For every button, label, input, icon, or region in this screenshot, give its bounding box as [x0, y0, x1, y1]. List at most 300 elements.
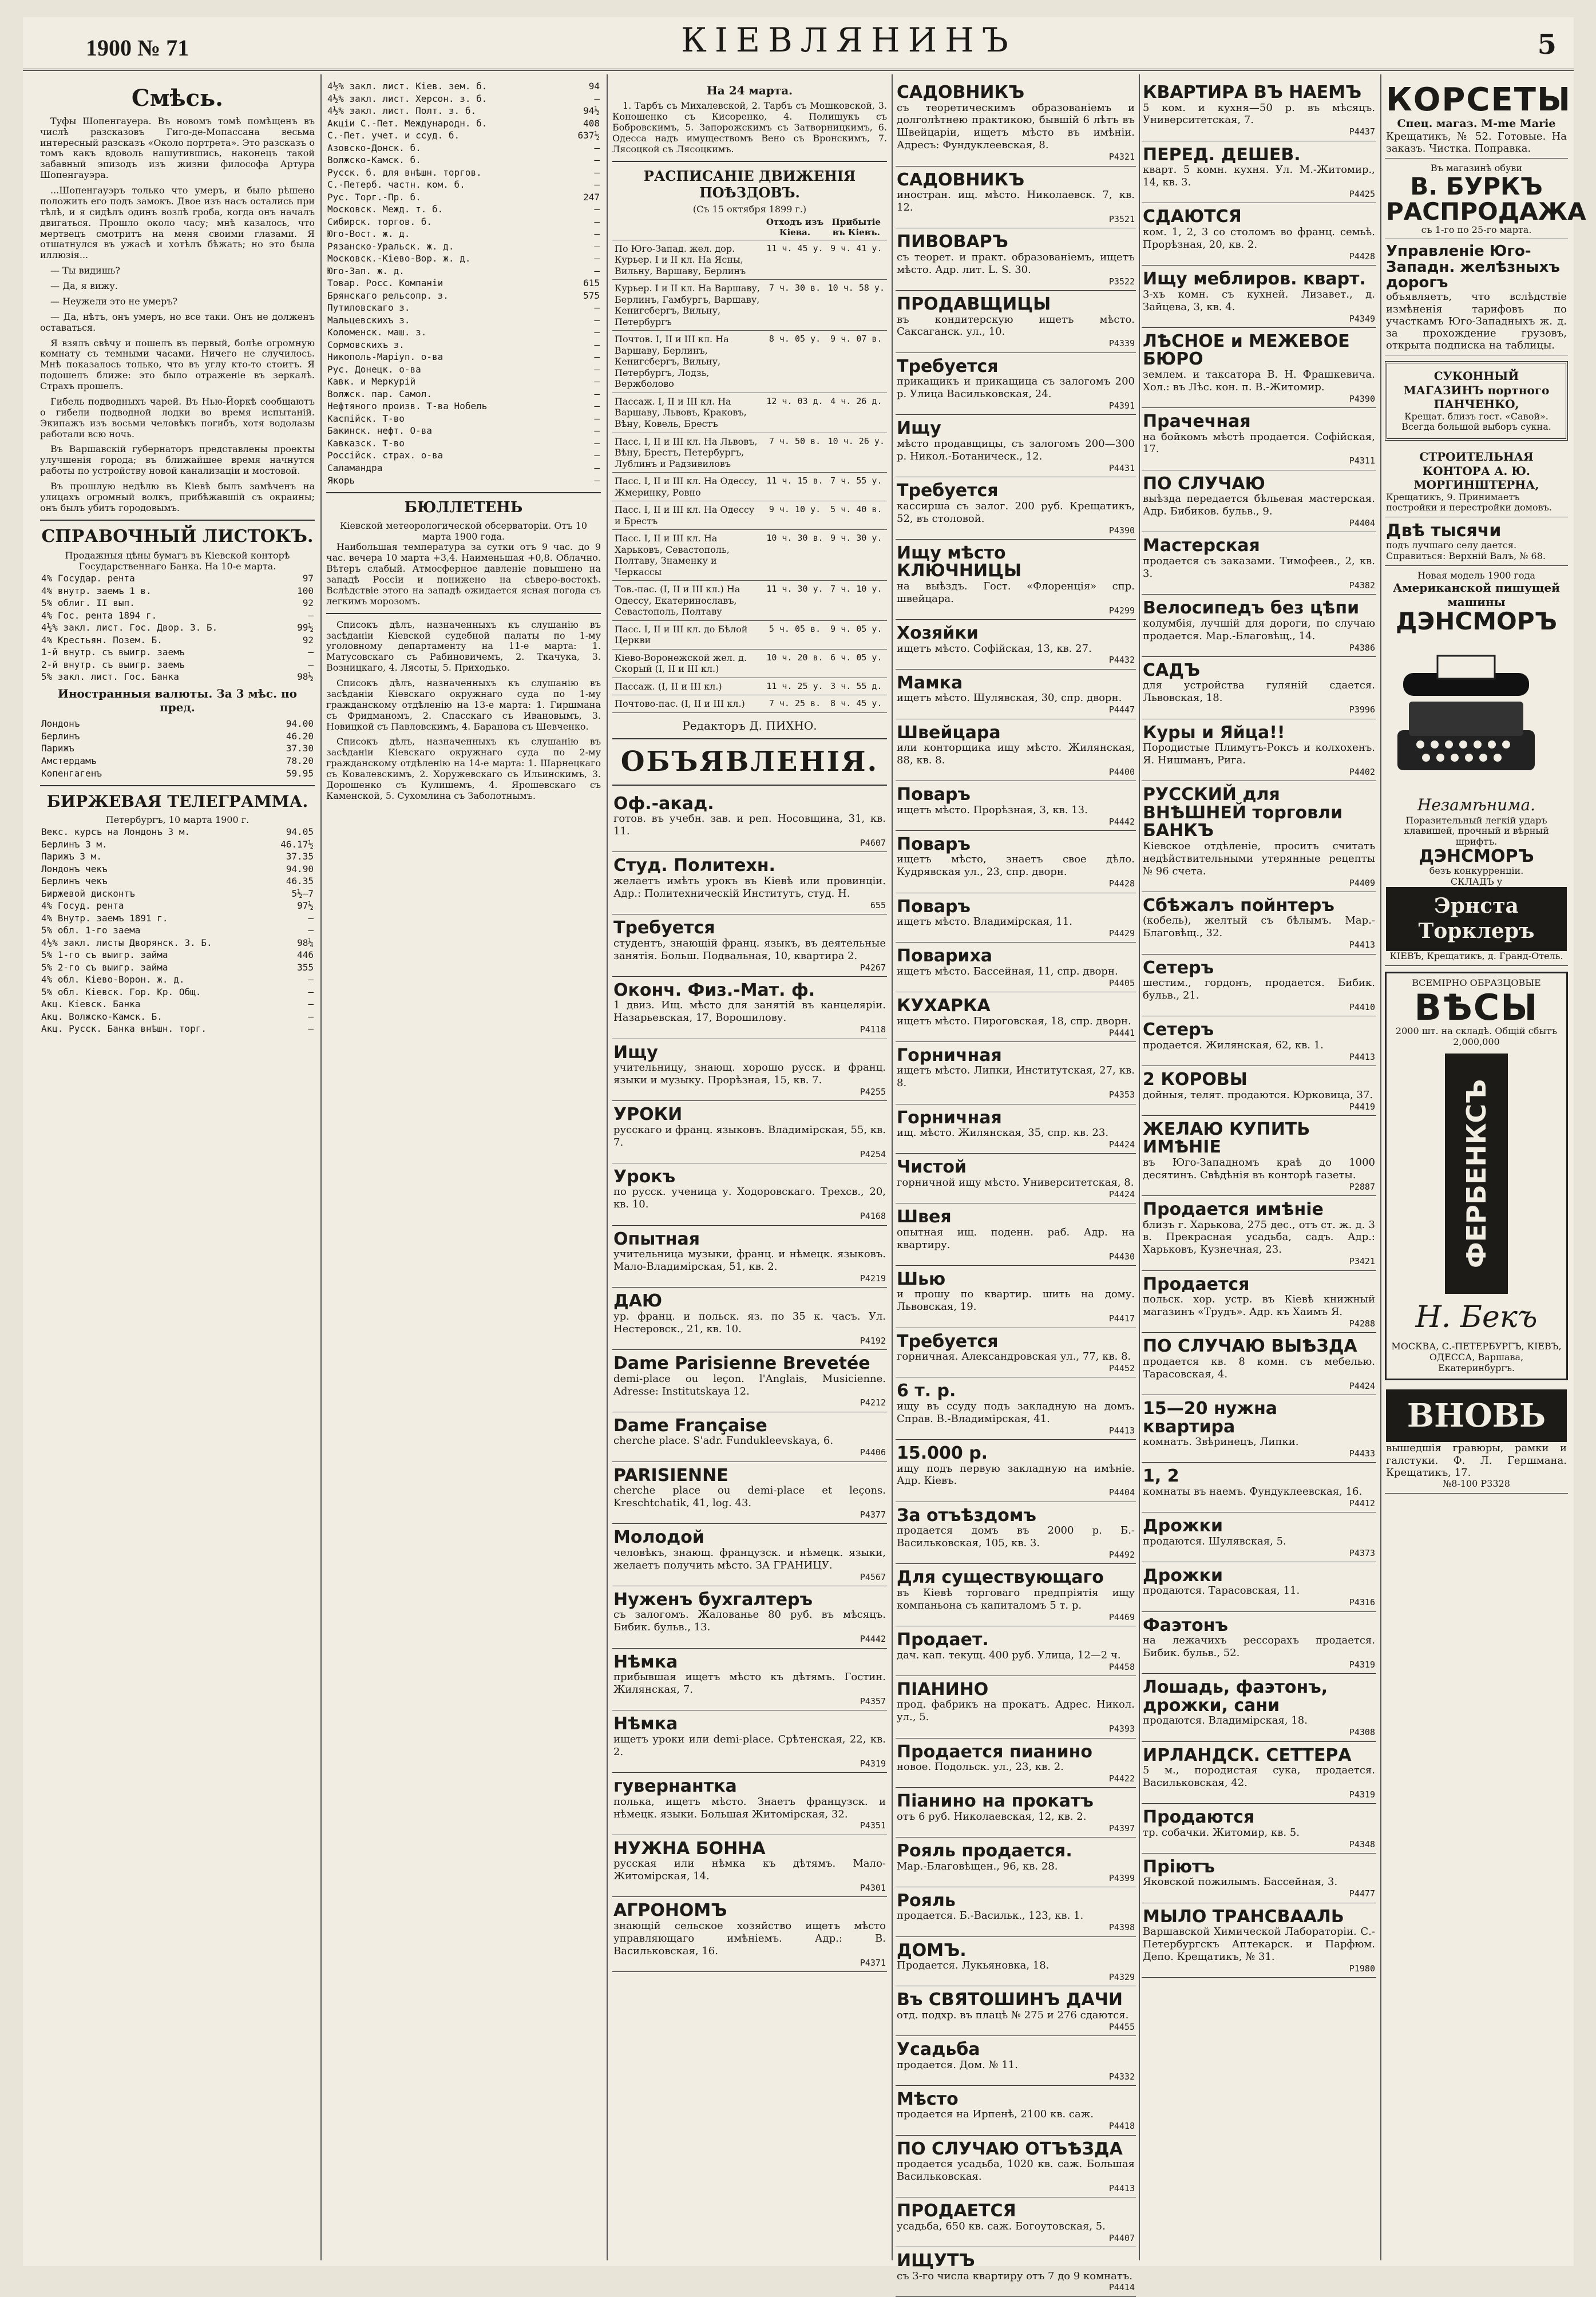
table-row — [40, 621, 315, 634]
departure-time: 5 ч. 05 в. — [764, 620, 825, 649]
table-row — [40, 646, 315, 659]
security-price: 37.30 — [286, 743, 314, 754]
security-name: 4% обл. Кіево-Ворон. ж. д. — [41, 974, 185, 985]
security-price: — — [594, 216, 600, 227]
security-price: — — [594, 401, 600, 412]
ad-heading: ИРЛАНДСК. СЕТТЕРА — [1143, 1745, 1352, 1765]
fx-table — [40, 718, 315, 779]
security-price: — — [594, 204, 600, 215]
train-route: Кіево-Воронежской жел. д. Скорый (I, II и III кл.) — [612, 649, 764, 678]
security-price: 94.90 — [286, 863, 314, 874]
ad-body: мѣсто продавщицы, съ залогомъ 200—300 р. Никол.-Ботаническ., 12. — [897, 437, 1135, 462]
table-row — [326, 105, 601, 117]
morgenstern-ad — [1385, 446, 1568, 517]
ad-reference: Р4397 — [1108, 1823, 1135, 1833]
security-name: Рус. Донецк. о-ва — [327, 363, 421, 375]
security-price: — — [594, 265, 600, 276]
table-row — [612, 331, 887, 393]
ad-body: ищетъ мѣсто. Шулявская, 30, спр. дворн. — [897, 692, 1122, 704]
ad-body: прикащикъ и прикащица съ залогомъ 200 р. Улица Васильковская, 24. — [897, 375, 1135, 401]
security-name: Мальцевскихъ з. — [327, 314, 410, 326]
ad-body: въ Кіевѣ торговаго предпріятія ищу компаньона съ капиталомъ 5 т. р. — [897, 1586, 1135, 1611]
ad-heading: Студ. Политехн. — [613, 856, 775, 876]
ad-heading: Мастерская — [1143, 536, 1260, 556]
ad-heading: Швейцара — [897, 722, 1001, 743]
table-row — [40, 937, 315, 949]
ad-body: продаются. Шулявская, 5. — [1143, 1535, 1286, 1547]
classified-ad — [612, 1227, 887, 1288]
departure-time: 11 ч. 15 в. — [764, 473, 825, 501]
ad-body: продается кв. 8 комн. съ мебелью. Тарасовская, 4. — [1143, 1355, 1375, 1380]
classified-ad — [896, 2199, 1136, 2247]
classified-ad — [896, 1329, 1136, 1378]
classified-ad — [1142, 1334, 1376, 1395]
ad-body: продаются. Владимірская, 18. — [1143, 1714, 1308, 1727]
table-row — [612, 280, 887, 331]
security-name: Юго-Зап. ж. д. — [327, 265, 405, 276]
departure-time: 10 ч. 20 в. — [764, 649, 825, 678]
classified-ad — [1142, 142, 1376, 204]
court-schedule-head: На 24 марта. — [706, 84, 793, 97]
security-price: — — [594, 413, 600, 424]
departure-time: 10 ч. 30 в. — [764, 530, 825, 581]
classified-ad — [1142, 1396, 1376, 1463]
ad-body: 1 двиз. Ищ. мѣсто для занятій въ канцеляріи. Назарьевская, 17, Ворошилову. — [613, 999, 886, 1024]
table-row — [612, 678, 887, 695]
security-price: — — [594, 450, 600, 461]
ad-heading: Сетеръ — [1143, 957, 1214, 978]
table-row — [40, 718, 315, 730]
ad-body: ищетъ мѣсто. Прорѣзная, 3, кв. 13. — [897, 803, 1088, 816]
misc-title: Смѣсь. — [131, 85, 224, 112]
ad-heading: Требуется — [613, 918, 715, 938]
security-name: Юго-Вост. ж. д. — [327, 228, 410, 240]
ad-heading: ИЩУТЪ — [897, 2251, 975, 2271]
arrival-time: 7 ч. 55 у. — [826, 473, 887, 501]
burk-subheading: Въ магазинѣ обуви — [1430, 163, 1523, 174]
article-paragraph: Я взялъ свѣчу и пошелъ въ первый, болѣе огромную комнату съ темными часами. Ничего не случилось. Мнѣ показалось только, что въ углу кто-то стоитъ. Я подошелъ ближе: это было отраженіе въ зеркалѣ. Страхъ прошелъ. — [40, 337, 315, 392]
corsets-body: Крещатикъ, № 52. Готовые. На заказъ. Чистка. Поправка. — [1386, 130, 1567, 155]
security-name: Брянскаго рельсопр. з. — [327, 290, 449, 301]
table-row — [326, 167, 601, 179]
article-paragraph: — Да, я вижу. — [50, 280, 118, 292]
security-name: Кавказск. Т-во — [327, 437, 405, 449]
fairbanks-label: ФЕРБЕНКСЪ — [1445, 1054, 1508, 1294]
table-row — [326, 216, 601, 228]
table-row — [326, 413, 601, 425]
ad-heading: ПИВОВАРЪ — [897, 232, 1008, 252]
security-price: 94.05 — [286, 826, 314, 838]
ad-heading: Куры и Яйца!! — [1143, 722, 1285, 743]
ad-reference: Р4399 — [1108, 1872, 1135, 1883]
table-row — [40, 1023, 315, 1035]
classified-ad — [896, 1155, 1136, 1203]
ad-heading: гувернантка — [613, 1776, 737, 1797]
classified-ad — [896, 621, 1136, 670]
ad-heading: САДЪ — [1143, 660, 1201, 680]
table-row — [40, 826, 315, 838]
security-price: 94 — [588, 81, 600, 92]
ad-reference: Р4398 — [1108, 1922, 1135, 1933]
classified-ad — [612, 978, 887, 1039]
classified-ad — [612, 1102, 887, 1163]
torkler-subheading: СКЛАДЪ у — [1450, 876, 1503, 887]
security-price: — — [594, 474, 600, 486]
table-row — [40, 730, 315, 743]
column-header — [612, 215, 764, 240]
ad-heading: Ищу — [613, 1042, 658, 1063]
security-name: Векс. курсъ на Лондонъ 3 м. — [41, 826, 191, 838]
table-row — [326, 363, 601, 376]
security-price: 97 — [302, 573, 314, 584]
security-name: Лондонъ — [41, 718, 80, 730]
security-name: Московск. Межд. т. б. — [327, 204, 443, 215]
ad-reference: Р4414 — [1108, 2282, 1135, 2293]
ad-reference: Р4390 — [1349, 393, 1375, 404]
ad-body: ур. франц. и польск. яз. по 35 к. часъ. Ул. Нестеровск., 21, кв. 10. — [613, 1310, 886, 1335]
classified-ad — [612, 1836, 887, 1898]
classified-ad — [612, 1712, 887, 1773]
column-rule — [320, 74, 322, 2260]
ad-reference: Р4351 — [860, 1820, 886, 1831]
article-paragraph: Списокъ дѣлъ, назначенныхъ къ слушанію въ засѣданіи Кіевскаго окружнаго суда по 1-му гражданскому отдѣленію на 13-е марта: 1. Гиршмана съ Фридманомъ, 2. Спасскаго съ Ивановымъ, 3. Новицкой съ Павловскимъ, 4. Баранова съ Шевченко. — [326, 678, 601, 732]
classified-ad — [896, 671, 1136, 719]
arrival-time: 3 ч. 55 д. — [826, 678, 887, 695]
ad-reference: Р4452 — [1108, 1363, 1135, 1373]
scale-heading: ВѢСЫ — [1414, 987, 1539, 1029]
ad-body: ищетъ мѣсто. Владимірская, 11. — [897, 916, 1072, 928]
ad-reference: Р4371 — [860, 1957, 886, 1968]
rail-schedule-table — [612, 215, 887, 713]
densmore-heading: ДЭНСМОРЪ — [1396, 607, 1557, 636]
departure-time: 11 ч. 45 у. — [764, 240, 825, 280]
ad-reference: Р4413 — [1108, 1425, 1135, 1436]
ad-body: полька, ищетъ мѣсто. Знаетъ французск. и нѣмецк. языки. Большая Житомірская, 32. — [613, 1795, 886, 1820]
ad-heading: ДАЮ — [613, 1291, 663, 1312]
classified-ad — [896, 292, 1136, 353]
article-paragraph: Гибель подводныхъ чарей. Въ Нью-Йоркѣ сообщаютъ о гибели подводной лодки во время испытаній. Экипажъ изъ восьми человѣкъ погибъ, хотя водолазы работали всю ночь. — [40, 395, 315, 439]
arrival-time: 10 ч. 58 у. — [826, 280, 887, 331]
ad-body: ищ. мѣсто. Жилянская, 35, спр. кв. 23. — [897, 1127, 1109, 1139]
ad-reference: Р4267 — [860, 962, 886, 973]
security-price: 94.00 — [286, 718, 314, 730]
ad-reference: Р4432 — [1108, 655, 1135, 666]
classified-ad — [612, 1289, 887, 1350]
security-name: Товар. Росс. Компаніи — [327, 278, 443, 289]
ad-heading: Дрожки — [1143, 1516, 1223, 1536]
newspaper-title: КІЕВЛЯНИНЪ — [681, 21, 1016, 60]
security-price: 59.95 — [286, 767, 314, 779]
ad-reference: Р4349 — [1349, 313, 1375, 324]
ad-reference: Р4393 — [1108, 1724, 1135, 1734]
ad-body: по русск. ученица у. Ходоровскаго. Трехсв., 20, кв. 10. — [613, 1186, 886, 1211]
article-paragraph: ...Шопенгауэръ только что умеръ, и было рѣшено положить его подъ замокъ. Двое изъ насъ остались при тѣлѣ, и я сидѣлъ одинъ возлѣ гроба, когда онъ началъ двигаться. Прошло около часу; мнѣ казалось, что мертвецъ смотритъ на меня своими глазами. Я отшатнулся въ ужасѣ и хотѣлъ бѣжать; но это была иллюзія... — [40, 185, 315, 261]
table-row — [40, 912, 315, 925]
column-2 — [326, 80, 601, 2260]
ad-reference: Р4455 — [1108, 2021, 1135, 2032]
typewriter-icon — [1386, 639, 1546, 787]
train-route: Пасс. I, II и III кл. На Одессу и Брестъ — [612, 501, 764, 530]
column-rule — [1139, 74, 1140, 2260]
railway-heading: Управленіе Юго-Западн. желѣзныхъ дорогъ — [1386, 243, 1560, 291]
ad-heading: Урокъ — [613, 1166, 676, 1187]
table-row — [40, 609, 315, 622]
ad-reference: Р4413 — [1349, 940, 1375, 951]
ad-heading: Поваръ — [897, 785, 971, 805]
ad-body: ищу подъ первую закладную на имѣніе. Адр. Кіевъ. — [897, 1462, 1135, 1487]
table-row — [326, 252, 601, 265]
table-row — [612, 240, 887, 280]
column-1 — [40, 80, 315, 2260]
classified-ad — [1142, 658, 1376, 719]
burk-heading: В. БУРКЪ — [1410, 172, 1543, 201]
ad-body: 3-хъ комн. съ кухней. Лизавет., д. Зайцева, 3, кв. 4. — [1143, 288, 1375, 313]
arrival-time: 7 ч. 10 у. — [826, 581, 887, 621]
ad-heading: Продает. — [897, 1630, 989, 1650]
ad-body: продается усадьба, 1020 кв. саж. Большая Васильковская. — [897, 2158, 1135, 2183]
security-name: Московск.-Кіево-Вор. ж. д. — [327, 253, 471, 264]
ad-reference: Р4567 — [860, 1571, 886, 1582]
classified-ad — [1142, 1272, 1376, 1333]
classified-ad — [612, 1040, 887, 1102]
novelty-heading: ВНОВЬ — [1386, 1389, 1567, 1442]
table-row — [40, 924, 315, 937]
ad-reference: Р4418 — [1108, 2121, 1135, 2132]
ad-body: на лежачихъ рессорахъ продается. Бибик. бульв., 52. — [1143, 1634, 1375, 1660]
burk-body: съ 1-го по 25-го марта. — [1421, 224, 1532, 235]
classified-ad — [896, 1938, 1136, 1987]
table-row — [612, 530, 887, 581]
ad-heading: КУХАРКА — [897, 996, 991, 1016]
security-name: 4% Крестьян. Позем. Б. — [41, 634, 163, 645]
ad-body: ищу въ ссуду подъ закладную на домъ. Справ. В.-Владимірская, 41. — [897, 1400, 1135, 1425]
ad-heading: ПО СЛУЧАЮ — [1143, 473, 1265, 494]
morgenstern-body: Крещатикъ, 9. Принимаетъ постройки и перестройки домовъ. — [1386, 491, 1552, 513]
ad-heading: Молодой — [613, 1527, 704, 1548]
ad-body: на выѣздъ. Гост. «Флоренція» спр. швейцара. — [897, 580, 1135, 605]
security-price: 46.20 — [286, 730, 314, 742]
ad-reference: Р4400 — [1108, 766, 1135, 777]
ad-reference: Р4255 — [860, 1086, 886, 1097]
security-price: — — [308, 912, 314, 924]
departure-time: 7 ч. 30 в. — [764, 280, 825, 331]
security-price: — — [308, 647, 314, 658]
ad-body: ищетъ мѣсто. Софійская, 13, кв. 27. — [897, 642, 1092, 655]
departure-time: 9 ч. 10 у. — [764, 501, 825, 530]
security-price: — — [594, 228, 600, 240]
train-route: Пасс. I, II и III кл. до Бѣлой Церкви — [612, 620, 764, 649]
table-row — [326, 462, 601, 474]
corsets-subheading: Спец. магаз. M-me Marie — [1397, 117, 1556, 130]
classified-ad — [1142, 720, 1376, 782]
ad-reference: Р4447 — [1108, 704, 1135, 715]
ad-heading: 1, 2 — [1143, 1466, 1179, 1487]
security-name: 5% обл. Кіевск. Гор. Кр. Общ. — [41, 986, 201, 997]
classified-ad — [612, 1587, 887, 1649]
ad-reference: Р4301 — [860, 1883, 886, 1894]
burk-sale: РАСПРОДАЖА — [1386, 197, 1586, 226]
ad-body: продается. Б.-Васильк., 123, кв. 1. — [897, 1910, 1084, 1922]
classified-ad — [896, 993, 1136, 1042]
ad-reference: Р3521 — [1108, 214, 1135, 225]
classified-ad — [896, 2137, 1136, 2198]
security-name: Волжско-Камск. б. — [327, 155, 421, 166]
ad-body: прод. фабрикъ на прокатъ. Адрес. Никол. ул., 5. — [897, 1698, 1135, 1724]
ad-heading: Мѣсто — [897, 2089, 959, 2109]
ad-heading: САДОВНИКЪ — [897, 82, 1025, 102]
ad-reference: Р4254 — [860, 1148, 886, 1159]
classified-ad — [896, 168, 1136, 229]
ad-body: комнатъ. Звѣринецъ, Липки. — [1143, 1436, 1299, 1448]
ad-heading: Для существующаго — [897, 1567, 1104, 1588]
security-name: Биржевой дисконтъ — [41, 888, 135, 899]
bourse-table — [40, 826, 315, 1035]
classified-ad — [896, 1503, 1136, 1565]
ad-body: готов. въ учебн. зав. и реп. Носовщина, 31, кв. 11. — [613, 813, 886, 838]
table-row — [40, 1011, 315, 1023]
classified-ad — [896, 1267, 1136, 1328]
ad-body: кассирша съ залог. 200 руб. Крещатикъ, 52, въ столовой. — [897, 500, 1135, 525]
ad-reference: Р4469 — [1108, 1611, 1135, 1622]
ad-body: cherche place ou demi-place et leçons. Kreschtchatik, 41, log. 43. — [613, 1484, 886, 1509]
ad-heading: Піанино на прокатъ — [897, 1791, 1094, 1812]
ad-reference: Р4477 — [1349, 1888, 1375, 1899]
ad-body: съ теорет. и практ. образованіемъ, ищетъ мѣсто. Адр. лит. L. S. 30. — [897, 251, 1135, 276]
security-price: — — [594, 388, 600, 399]
table-row — [326, 474, 601, 487]
ad-reference: Р4405 — [1108, 977, 1135, 988]
ad-reference: Р4424 — [1108, 1189, 1135, 1199]
security-name: 4½% закл. лист. Гос. Двор. З. Б. — [41, 622, 218, 633]
ad-heading: Нѣмка — [613, 1714, 678, 1734]
ad-heading: Продаются — [1143, 1807, 1255, 1828]
table-row — [326, 290, 601, 302]
table-row — [326, 400, 601, 413]
security-price: — — [308, 974, 314, 985]
ad-reference: Р4299 — [1108, 605, 1135, 616]
classified-ad — [1142, 782, 1376, 892]
ad-body: ком. 1, 2, 3 со столомъ во франц. семьѣ. Прорѣзная, 20, кв. 2. — [1143, 225, 1375, 251]
ad-heading: Пріютъ — [1143, 1856, 1215, 1877]
ad-body: въ кондитерскую ищетъ мѣсто. Саксаганск. ул., 10. — [897, 313, 1135, 338]
railway-body: объявляетъ, что вслѣдствіе измѣненія тарифовъ по участкамъ Юго-Западныхъ ж. д. за прохождение грузовъ, открыта подписка на таблицы. — [1386, 291, 1567, 352]
classified-ad — [1142, 1855, 1376, 1903]
train-route: Пассаж. (I, II и III кл.) — [612, 678, 764, 695]
ad-reference: Р4431 — [1108, 462, 1135, 473]
security-name: Рус. Торг.-Пр. б. — [327, 191, 421, 203]
ad-reference: Р4413 — [1349, 1051, 1375, 1062]
ad-body: колумбія, лучшій для дороги, по случаю продается. Мар.-Благовѣщ., 14. — [1143, 617, 1375, 642]
classified-ad — [896, 478, 1136, 540]
security-name: 4½% закл. лист. Херсон. з. б. — [327, 93, 488, 104]
arrival-time: 4 ч. 26 д. — [826, 393, 887, 433]
train-route: Тов.-пас. (I, II и III кл.) На Одессу, Екатеринославъ, Севастополь, Полтаву — [612, 581, 764, 621]
security-name: Никополь-Маріуп. о-ва — [327, 351, 443, 363]
panchenko-ad — [1385, 361, 1568, 441]
ad-reference: Р4406 — [860, 1447, 886, 1458]
table-row — [326, 277, 601, 290]
ad-body: дойныя, телят. продаются. Юрковица, 37. — [1143, 1088, 1373, 1101]
table-row — [40, 755, 315, 767]
column-3 — [612, 80, 887, 2260]
ad-reference: Р4321 — [1108, 152, 1135, 163]
ad-reference: Р4390 — [1108, 525, 1135, 536]
ad-body: или конторщика ищу мѣсто. Жилянская, 88, кв. 8. — [897, 742, 1135, 766]
classified-ad — [896, 832, 1136, 893]
classified-ad — [1142, 596, 1376, 657]
table-row — [40, 671, 315, 683]
train-route: Пасс. I, II и III кл. На Одессу, Жмеринку, Ровно — [612, 473, 764, 501]
ad-heading: 15—20 нужна квартира — [1143, 1399, 1278, 1437]
ad-heading: Опытная — [613, 1229, 700, 1249]
ad-heading: Нуженъ бухгалтеръ — [613, 1589, 813, 1610]
classified-ad — [896, 1987, 1136, 2036]
security-price: 575 — [583, 290, 600, 301]
ad-reference: Р4118 — [860, 1024, 886, 1035]
security-price: — — [594, 179, 600, 191]
classified-ad — [1142, 80, 1376, 141]
security-name: 4% Государ. рента — [41, 573, 135, 584]
table-row — [326, 388, 601, 401]
table-row — [40, 767, 315, 780]
security-name: 5% облиг. II вып. — [41, 597, 135, 609]
ad-body: знающій сельское хозяйство ищетъ мѣсто управляющаго имѣніемъ. Адр.: В. Васильковская, 16. — [613, 1919, 886, 1957]
security-name: Акц. Кіевск. Банка — [41, 999, 141, 1010]
ad-heading: Лошадь, фаэтонъ, дрожки, сани — [1143, 1677, 1328, 1716]
departure-time: 7 ч. 25 в. — [764, 695, 825, 713]
security-name: Сормовскихъ з. — [327, 339, 405, 350]
table-row — [326, 302, 601, 314]
table-row — [612, 581, 887, 621]
densmore-subheading: Американской пишущей машины — [1393, 581, 1560, 609]
ad-body: 5 м., породистая сука, продается. Васильковская, 42. — [1143, 1764, 1375, 1789]
security-name: 4% Гос. рента 1894 г. — [41, 609, 157, 621]
security-name: Берлинъ — [41, 730, 80, 742]
ad-heading: Сетеръ — [1143, 1020, 1214, 1040]
ad-reference: Р4219 — [860, 1273, 886, 1284]
arrival-time: 9 ч. 41 у. — [826, 240, 887, 280]
column-4 — [896, 80, 1136, 2293]
densmore-body: Поразительный легкій ударъ клавишей, прочный и вѣрный шрифтъ. — [1404, 814, 1549, 847]
security-name: 4% Внутр. заемъ 1891 г. — [41, 912, 168, 924]
table-row — [326, 375, 601, 388]
ad-body: продаются. Тарасовская, 11. — [1143, 1585, 1300, 1597]
ad-body: cherche place. S'adr. Fundukleevskaya, 6. — [613, 1435, 834, 1447]
table-row — [612, 473, 887, 501]
ad-body: учительницу, знающ. хорошо русск. и франц. языки и музыку. Прорѣзная, 15, кв. 7. — [613, 1062, 886, 1087]
ad-reference: Р4382 — [1349, 580, 1375, 591]
ad-reference: Р4316 — [1349, 1597, 1375, 1608]
bourse-title: БИРЖЕВАЯ ТЕЛЕГРАММА. — [46, 792, 308, 811]
classified-ad — [1142, 1904, 1376, 1978]
security-name: Парижъ — [41, 743, 74, 754]
security-price: — — [308, 659, 314, 670]
ad-body: выѣзда передается бѣльевая мастерская. Адр. Бибиков. бульв., 9. — [1143, 493, 1375, 518]
security-name: 5% 1-го съ выигр. займа — [41, 949, 168, 961]
ad-body: новое. Подольск. ул., 23, кв. 2. — [897, 1761, 1064, 1773]
ad-body: шестим., гордонъ, продается. Бибик. бульв., 21. — [1143, 977, 1375, 1002]
security-name: Якорь — [327, 474, 355, 486]
ad-heading: НУЖНА БОННА — [613, 1838, 766, 1859]
security-price: — — [594, 253, 600, 264]
panchenko-body: Крещат. близъ гост. «Савой». Всегда большой выборъ сукна. — [1401, 410, 1551, 433]
ad-body: Продается. Лукьяновка, 18. — [897, 1959, 1050, 1972]
ad-heading: ПО СЛУЧАЮ ВЫѢЗДА — [1143, 1336, 1357, 1357]
ad-heading: Усадьба — [897, 2039, 980, 2060]
ad-body: горничная. Александровская ул., 77, кв. 8. — [897, 1351, 1131, 1363]
security-price: — — [594, 437, 600, 449]
densmore-tagline: Незамѣнима. — [1417, 795, 1536, 815]
